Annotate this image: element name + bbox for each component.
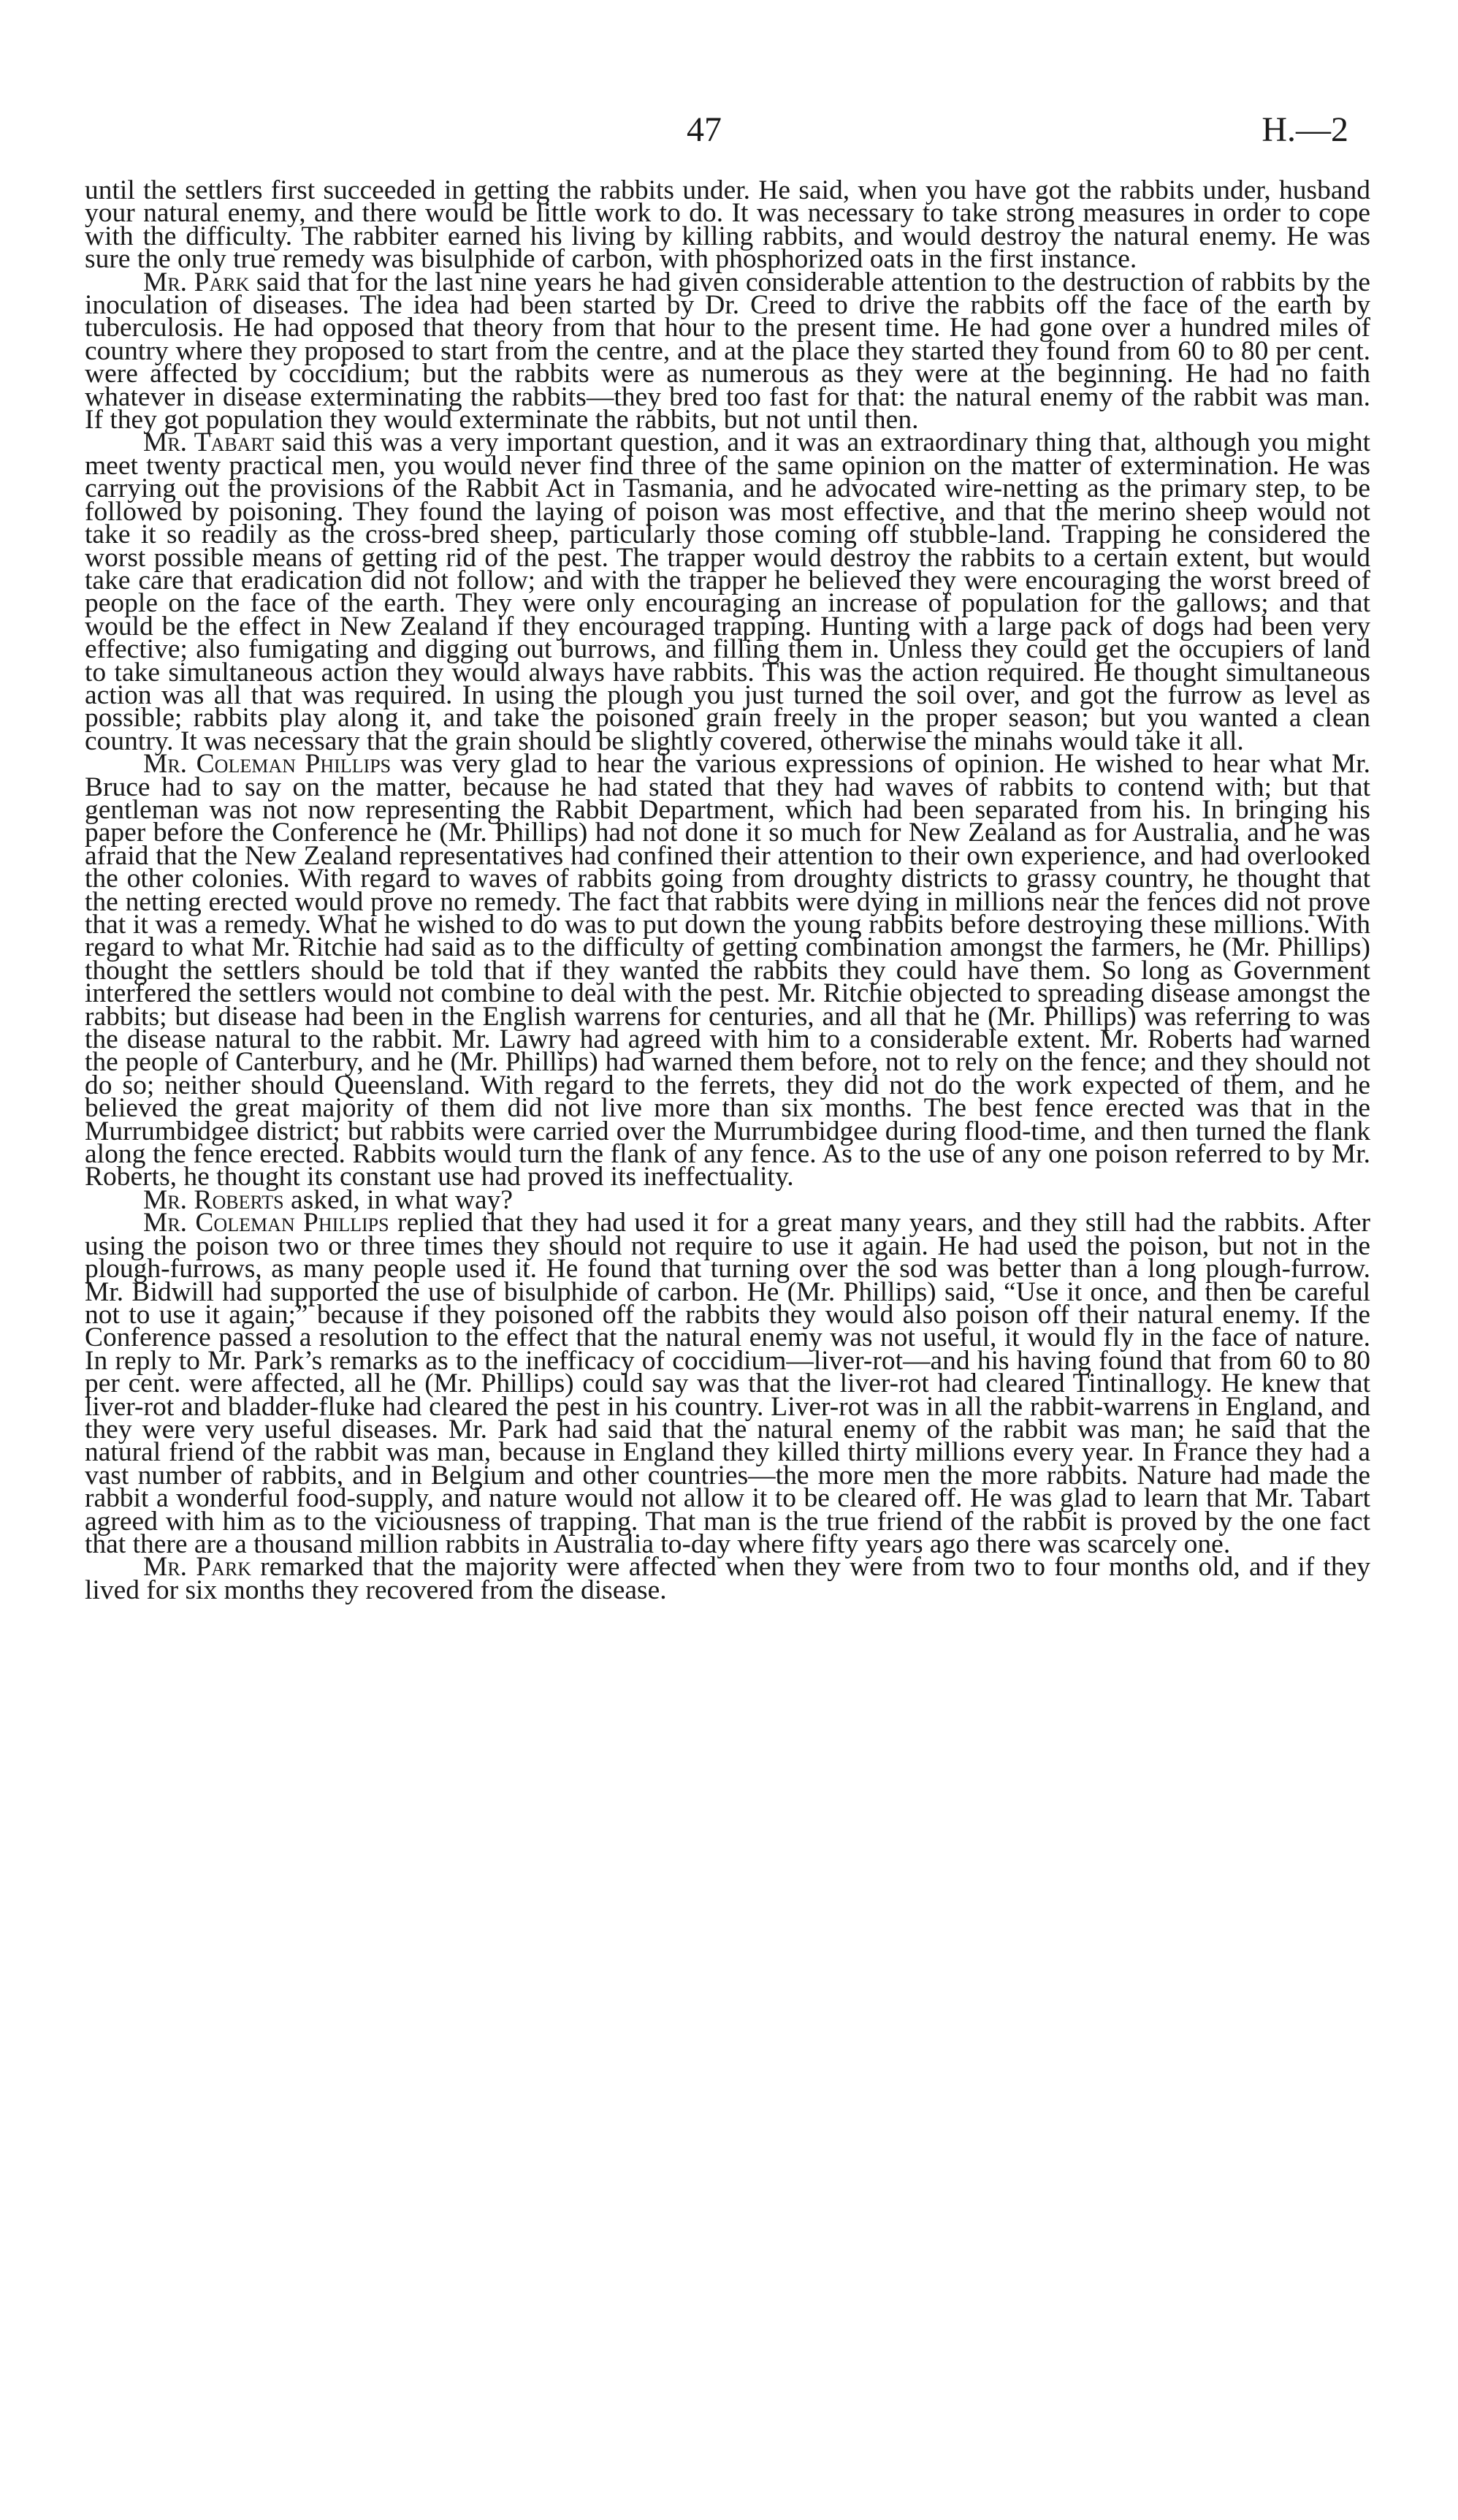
paragraph bbox=[85, 427, 1370, 756]
paragraph bbox=[85, 1552, 1370, 1605]
body-text bbox=[85, 175, 1371, 1605]
page-number: 47 bbox=[687, 110, 722, 149]
paragraph-text: asked, in what way? bbox=[283, 1184, 514, 1215]
speaker-name: Mr. Coleman Phillips bbox=[143, 1208, 389, 1238]
document-code: H.—2 bbox=[1262, 110, 1348, 149]
paragraph bbox=[85, 175, 1370, 275]
speaker-name: Mr. Park bbox=[143, 1552, 252, 1583]
paragraph-text: said that for the last nine years he had given considerable attention to the destruction of rabbits by the inoculation of diseases. The idea had been started by Dr. Creed to drive the rabbits off the face of the earth by tuberculosis. He had opposed that theory from that hour to the present time. He had gone over a hundred miles of country where they proposed to start from the centre, and at the place they started they found from 60 to 80 per cent. were affected by coccidium; but the rabbits were as numerous as they were at the beginning. He had no faith whatever in disease exterminating the rabbits—they bred too fast for that: the natural enemy of the rabbit was man. If they got population they would exterminate the rabbits, but not until then. bbox=[85, 267, 1371, 435]
paragraph-text: said this was a very important question, and it was an extraordinary thing that, although you might meet twenty practical men, you would never find three of the same opinion on the matter of extermination. He was carrying out the provisions of the Rabbit Act in Tasmania, and he advocated wire-netting as the primary step, to be followed by poisoning. They found the laying of poison was most effective, and that the merino sheep would not take it so readily as the cross-bred sheep, particularly those coming off stubble-land. Trapping he considered the worst possible means of getting rid of the pest. The trapper would destroy the rabbits to a certain extent, but would take care that eradication did not follow; and with the trapper he believed they were encouraging the worst breed of people on the face of the earth. They were only encouraging an increase of population for the gallows; and that would be the effect in New Zealand if they encouraged trapping. Hunting with a large pack of dogs had been very effective; also fumigating and digging out burrows, and filling them in. Unless they could get the occupiers of land to take simultaneous action they would always have rabbits. This was the action required. He thought simultaneous action was all that was required. In using the plough you just turned the soil over, and got the furrow as level as possible; rabbits play along it, and take the poisoned grain freely in the proper season; but you wanted a clean country. It was necessary that the grain should be slightly covered, otherwise the minahs would take it all. bbox=[85, 427, 1370, 756]
speaker-name: Mr. Park bbox=[143, 267, 250, 297]
paragraph-text: replied that they had used it for a great many years, and they still had the rabbits. After using the poison two or three times they should not require to use it again. He had used the poison, but not in the plough-furrows, as many people used it. He found that turning over the sod was better than a long plough-furrow. Mr. Bidwill had supported the use of bisulphide of carbon. He (Mr. Phillips) said, “Use it once, and then be careful not to use it again;” because if they poisoned off the rabbits they would also poison off their natural enemy. If the Conference passed a resolution to the effect that the natural enemy was not useful, it would fly in the face of nature. In reply to Mr. Park’s remarks as to the inefficacy of coccidium—liver-rot—and his having found that from 60 to 80 per cent. were affected, all he (Mr. Phillips) could say was that the liver-rot had cleared Tintinallogy. He knew that liver-rot and bladder-fluke had cleared the pest in his country. Liver-rot was in all the rabbit-warrens in England, and they were very useful diseases. Mr. Park had said that the natural enemy of the rabbit was man; he said that the natural friend of the rabbit was man, because in England they killed thirty millions every year. In France they had a vast number of rabbits, and in Belgium and other countries—the more men the more rabbits. Nature had made the rabbit a wonderful food-supply, and nature would not allow it to be cleared off. He was glad to learn that Mr. Tabart agreed with him as to the viciousness of trapping. That man is the true friend of the rabbit is proved by the one fact that there are a thousand million rabbits in Australia to-day where fifty years ago there was scarcely one. bbox=[85, 1208, 1370, 1559]
paragraph bbox=[85, 749, 1370, 1192]
paragraph-text: until the settlers first succeeded in getting the rabbits under. He said, when you have got the rabbits under, husband your natural enemy, and there would be little work to do. It was necessary to take strong measures in order to cope with the difficulty. The rabbiter earned his living by killing rabbits, and would destroy the natural enemy. He was sure the only true remedy was bisulphide of carbon, with phosphorized oats in the first instance. bbox=[85, 175, 1370, 275]
speaker-name: Mr. Tabart bbox=[143, 427, 275, 458]
speaker-name: Mr. Coleman Phillips bbox=[143, 749, 392, 780]
speaker-name: Mr. Roberts bbox=[143, 1184, 284, 1215]
paragraph bbox=[85, 1208, 1370, 1559]
paragraph-text: was very glad to hear the various expressions of opinion. He wished to hear what Mr. Bruce had to say on the matter, because he had stated that they had waves of rabbits to contend with; but that gentleman was not now representing the Rabbit Department, which had been separated from his. In bringing his paper before the Conference he (Mr. Phillips) had not done it so much for New Zealand as for Australia, and he was afraid that the New Zealand representatives had confined their attention to their own experience, and had overlooked the other colonies. With regard to waves of rabbits going from droughty districts to grassy country, he thought that the netting erected would prove no remedy. The fact that rabbits were dying in millions near the fences did not prove that it was a remedy. What he wished to do was to put down the young rabbits before destroying these millions. With regard to what Mr. Ritchie had said as to the difficulty of getting combination amongst the farmers, he (Mr. Phillips) thought the settlers should be told that if they wanted the rabbits they could have them. So long as Government interfered the settlers would not combine to deal with the pest. Mr. Ritchie objected to spreading disease amongst the rabbits; but disease had been in the English warrens for centuries, and all that he (Mr. Phillips) was referring to was the disease natural to the rabbit. Mr. Lawry had agreed with him to a considerable extent. Mr. Roberts had warned the people of Canterbury, and he (Mr. Phillips) had warned them before, not to rely on the fence; and they should not do so; neither should Queensland. With regard to the ferrets, they did not do the work expected of them, and he believed the great majority of them did not live more than six months. The best fence erected was that in the Murrumbidgee district; but rabbits were carried over the Murrumbidgee during flood-time, and then turned the flank along the fence erected. Rabbits would turn the flank of any fence. As to the use of any one poison referred to by Mr. Roberts, he thought its constant use had proved its ineffectuality. bbox=[85, 749, 1370, 1192]
paragraph-text: remarked that the majority were affected when they were from two to four months old, and if they lived for six months they recovered from the disease. bbox=[85, 1552, 1370, 1605]
paragraph bbox=[85, 267, 1371, 435]
